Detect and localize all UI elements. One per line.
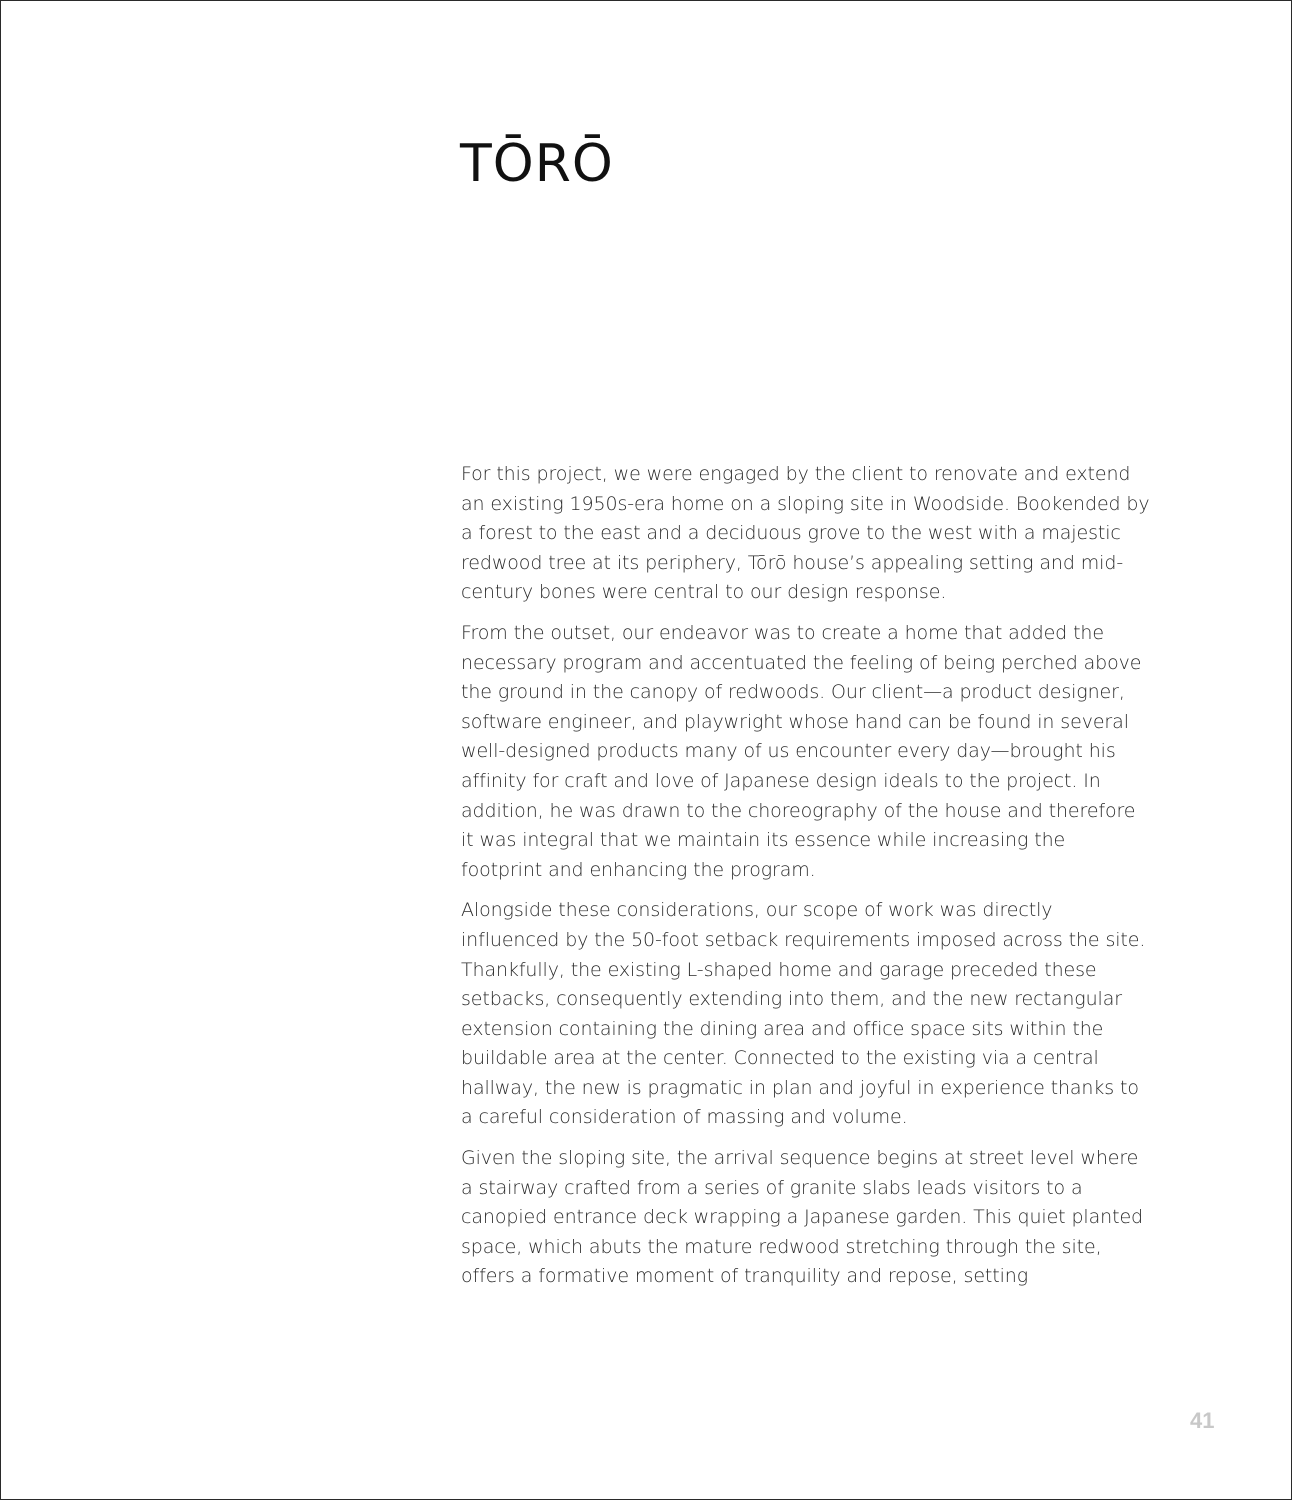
paragraph: For this project, we were engaged by the client to renovate and extend an existing 1950s-era home on a sloping site in Woodside. Bookended by a forest to the east and a deciduous grove to the west with a majestic redwood tree at its periphery, Tōrō house’s appealing setting and mid-century bones were central to our design response. [461, 463, 1150, 604]
paragraph: From the outset, our endeavor was to create a home that added the necessary program and accentuated the feeling of being perched above the ground in the canopy of redwoods. Our client—a product designer, software engineer, and playwright whose hand can be found in several well-designed products many of us encounter every day—brought his affinity for craft and love of Japanese design ideals to the project. In addition, he was drawn to the choreography of the house and therefore it was integral that we maintain its essence while increasing the footprint and enhancing the program. [461, 621, 1142, 881]
body-text [461, 460, 1151, 1303]
page-title: TŌRŌ [460, 134, 614, 194]
paragraph: Alongside these considerations, our scope of work was directly influenced by the 50-foot setback requirements imposed across the site. Thankfully, the existing L-shaped home and garage preceded these setbacks, consequently extending into them, and the new rectangular extension containing the dining area and office space sits within the buildable area at the center. Connected to the existing via a central hallway, the new is pragmatic in plan and joyful in experience thanks to a careful consideration of massing and volume. [461, 899, 1146, 1129]
page-number: 41 [1190, 1408, 1215, 1433]
paragraph: Given the sloping site, the arrival sequence begins at street level where a stairway crafted from a series of granite slabs leads visitors to a canopied entrance deck wrapping a Japanese garden. This quiet planted space, which abuts the mature redwood stretching through the site, offers a formative moment of tranquility and repose, setting [461, 1147, 1143, 1288]
